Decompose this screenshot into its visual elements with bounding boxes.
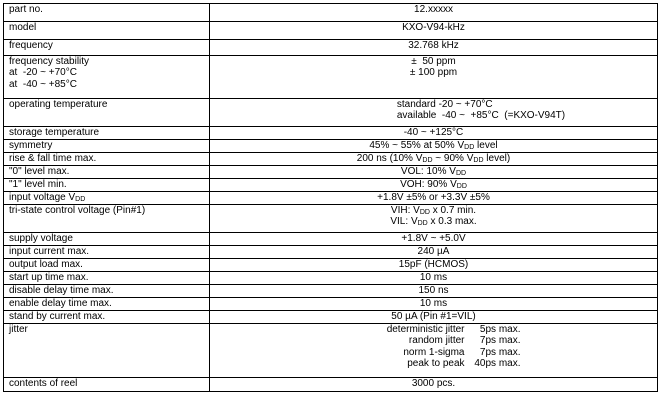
param-jitter	[4, 324, 210, 378]
value-stand-by-current	[210, 311, 658, 324]
param-label: enable delay time max.	[9, 298, 112, 309]
value-frequency-stability	[210, 56, 658, 99]
table-row	[4, 378, 658, 392]
table-row	[4, 153, 658, 166]
table-row	[4, 140, 658, 153]
value-contents-of-reel	[210, 378, 658, 392]
param-symmetry	[4, 140, 210, 153]
value-input-voltage	[210, 192, 658, 205]
param-input-voltage	[4, 192, 210, 205]
table-row	[4, 285, 658, 298]
param-supply-voltage	[4, 233, 210, 246]
table-row	[4, 298, 658, 311]
jitter-values	[347, 324, 521, 370]
param-stand-by-current	[4, 311, 210, 324]
param-value: VIL: $V_{DD}$ x 0.3 max.	[390, 216, 477, 228]
jitter-name: random jitter	[408, 335, 465, 347]
value-enable-delay	[210, 298, 658, 311]
param-label: input current max.	[9, 246, 90, 257]
jitter-name: peak to peak	[407, 358, 465, 370]
value-zero-level	[210, 166, 658, 179]
param-output-load	[4, 259, 210, 272]
table-row	[4, 192, 658, 205]
param-value: standard -20 ~ +70°C	[396, 99, 493, 110]
param-value: -40 ~ +125°C	[403, 127, 464, 138]
param-model	[4, 22, 210, 40]
param-input-current	[4, 246, 210, 259]
table-row	[4, 246, 658, 259]
value-frequency	[210, 40, 658, 56]
param-label: "1" level min.	[9, 179, 67, 190]
param-label: symmetry	[9, 140, 53, 151]
value-part-no	[210, 4, 658, 22]
param-disable-delay	[4, 285, 210, 298]
param-label: operating temperature	[9, 99, 108, 110]
param-value: 200 ns (10% $V_{DD}$ ~ 90% $V_{DD}$ level)	[356, 153, 511, 164]
value-one-level	[210, 179, 658, 192]
value-tri-state	[210, 205, 658, 233]
table-row	[4, 179, 658, 192]
value-rise-fall-time	[210, 153, 658, 166]
value-storage-temperature	[210, 127, 658, 140]
param-label: input voltage $V_{DD}$	[9, 192, 86, 203]
table-row	[4, 205, 658, 233]
value-model	[210, 22, 658, 40]
param-value: 3000 pcs.	[411, 378, 456, 389]
param-value: VOH: 90% $V_{DD}$	[400, 179, 467, 190]
param-value: ± 50 ppm	[411, 56, 456, 67]
param-frequency-stability	[4, 56, 210, 99]
param-enable-delay	[4, 298, 210, 311]
jitter-row	[347, 335, 521, 346]
param-value: available -40 ~ +85°C (=KXO-V94T)	[396, 110, 566, 122]
param-value: 240 µA	[417, 246, 450, 257]
param-label: at -40 ~ +85°C	[9, 78, 77, 90]
param-zero-level	[4, 166, 210, 179]
param-value: ± 100 ppm	[409, 67, 458, 79]
value-jitter	[210, 324, 658, 378]
param-label: tri-state control voltage (Pin#1)	[9, 205, 146, 216]
specification-table	[3, 3, 658, 392]
param-tri-state	[4, 205, 210, 233]
param-value: VIH: $V_{DD}$ x 0.7 min.	[390, 205, 477, 216]
param-label: frequency	[9, 40, 53, 51]
param-label: output load max.	[9, 259, 83, 270]
param-value: 10 ms	[419, 272, 448, 283]
value-disable-delay	[210, 285, 658, 298]
stability-values	[410, 56, 457, 79]
value-supply-voltage	[210, 233, 658, 246]
param-label: "0" level max.	[9, 166, 70, 177]
param-label: supply voltage	[9, 233, 73, 244]
param-label: part no.	[9, 4, 43, 15]
table-row	[4, 324, 658, 378]
param-value: 12.xxxxx	[414, 4, 453, 15]
table-row	[4, 259, 658, 272]
param-label: rise & fall time max.	[9, 153, 97, 164]
table-row	[4, 40, 658, 56]
param-frequency	[4, 40, 210, 56]
table-row	[4, 99, 658, 127]
param-operating-temperature	[4, 99, 210, 127]
param-value: 50 µA (Pin #1=VIL)	[391, 311, 476, 322]
value-input-current	[210, 246, 658, 259]
table-row	[4, 311, 658, 324]
param-rise-fall-time	[4, 153, 210, 166]
param-value: +1.8V ~ +5.0V	[401, 233, 466, 244]
param-value: 150 ns	[418, 285, 449, 296]
tri-state-values	[390, 205, 476, 228]
param-value: +1.8V ±5% or +3.3V ±5%	[377, 192, 490, 203]
param-label: storage temperature	[9, 127, 100, 138]
jitter-value: 40ps max.	[474, 358, 521, 370]
jitter-name: deterministic jitter	[386, 324, 465, 335]
table-row	[4, 127, 658, 140]
param-value: VOL: 10% $V_{DD}$	[400, 166, 467, 177]
jitter-row	[347, 347, 521, 358]
param-one-level	[4, 179, 210, 192]
param-label: jitter	[9, 324, 28, 335]
param-value: 45% ~ 55% at 50% $V_{DD}$ level	[369, 140, 498, 151]
jitter-value: 7ps max.	[479, 346, 521, 358]
jitter-row	[347, 358, 521, 369]
value-start-up-time	[210, 272, 658, 285]
table-row	[4, 272, 658, 285]
param-label: frequency stability	[9, 56, 90, 67]
value-output-load	[210, 259, 658, 272]
param-label: contents of reel	[9, 378, 78, 389]
table-row	[4, 233, 658, 246]
jitter-row	[347, 324, 521, 335]
temperature-values	[397, 99, 565, 122]
param-contents-of-reel	[4, 378, 210, 392]
param-storage-temperature	[4, 127, 210, 140]
table-row	[4, 4, 658, 22]
param-value: 32.768 kHz	[408, 40, 459, 51]
table-row	[4, 22, 658, 40]
param-label: disable delay time max.	[9, 285, 114, 296]
param-part-no	[4, 4, 210, 22]
value-symmetry	[210, 140, 658, 153]
value-operating-temperature	[210, 99, 658, 127]
param-value: 10 ms	[419, 298, 448, 309]
param-label: at -20 ~ +70°C	[9, 67, 77, 79]
table-row	[4, 56, 658, 99]
param-label: start up time max.	[9, 272, 89, 283]
jitter-value: 7ps max.	[479, 335, 521, 347]
table-row	[4, 166, 658, 179]
param-label: stand by current max.	[9, 311, 106, 322]
param-start-up-time	[4, 272, 210, 285]
param-value: KXO-V94-kHz	[402, 22, 465, 33]
param-value: 15pF (HCMOS)	[398, 259, 469, 270]
jitter-name: norm 1-sigma	[403, 346, 465, 358]
jitter-value: 5ps max.	[479, 324, 521, 335]
param-label: model	[9, 22, 37, 33]
